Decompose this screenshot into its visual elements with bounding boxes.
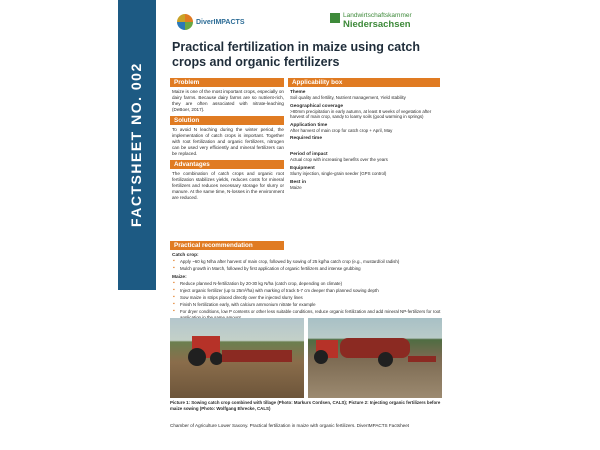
maize-label: Maize: [172, 274, 187, 280]
tractor-tillage-photo [170, 318, 304, 398]
recommendation-heading: Practical recommendation [170, 241, 284, 250]
applicability-heading: Applicability box [288, 78, 440, 87]
applicability-value: Actual crop with increasing benefits over the years [290, 157, 388, 163]
advantages-heading: Advantages [170, 160, 284, 169]
chamber-logo [330, 12, 412, 30]
chamber-logo-line2: Niedersachsen [343, 19, 411, 30]
applicability-key: Equipment [290, 165, 315, 171]
applicability-value: Maize [290, 184, 302, 190]
slurry-injection-photo [308, 318, 442, 398]
diverimpacts-logo-text: DiverIMPACTS [196, 18, 245, 26]
advantages-text: The combination of catch crops and organic root fertilization stabilizes yields, reduces costs for mineral fertilizers and reduces necessary storage for slurry or manure. At the same time, N-losses in the environment are reduced. [172, 171, 284, 200]
photo-strip [170, 318, 442, 398]
applicability-key: Period of impact [290, 152, 328, 158]
injector-bar [408, 356, 436, 362]
applicability-value [290, 141, 440, 149]
applicability-key: Application time [290, 122, 328, 128]
applicability-value: After harvest of main crop for catch crop + April, May [290, 127, 393, 133]
list-item: ▪ Apply ~60 kg N/ha after harvest of main crop, followed by sowing of 25 kg/ha catch crop (e.g., mustard/oil radish) [172, 259, 442, 265]
list-item: ▪ Inject organic fertilizer (up to 25m³/ha) with marking of track 5-7 cm deeper than planned sowing depth [172, 288, 442, 294]
slurry-tank [340, 338, 410, 358]
problem-heading: Problem [170, 78, 284, 87]
photo-caption: Picture 1: Sowing catch crop combined with tillage (Photo: Markurs Cordsen, CALS); Picture 2: Injecting organic fertilizers before maize sowing (Photo: Wolfgang Ehrecke, CALS) [170, 400, 441, 411]
citation: Chamber of Agriculture Lower Saxony. Practical fertilization in maize with organic fertilizers. DiverIMPACTS Factsheet [170, 423, 410, 428]
tank-wheel [378, 352, 393, 367]
tillage-implement [222, 350, 292, 362]
applicability-key: Theme [290, 90, 306, 95]
problem-text: Maize is one of the most important crops, especially on dairy farms. Because dairy farms are so nutrient-rich, they are often associated with nitrate-leaching (DeBoer, 2017). [172, 89, 284, 112]
list-item: ▪ Finish N fertilization early, with calcium ammonium nitrate for example [172, 302, 442, 308]
catch-crop-label: Catch crop: [172, 253, 199, 258]
practical-recommendation [170, 241, 442, 322]
applicability-value: Slurry injection, single-grain seeder (GPS control) [290, 170, 387, 176]
list-item: ▪ Reduce planned N-fertilization by 20-30 kg N/ha (catch crop, depending on climate) [172, 281, 442, 287]
list-item: ▪ For dryer conditions, low P contents or other less suitable conditions, reduce organic fertilization and add mineral NP-fertilizers for root [172, 309, 442, 320]
chamber-logo-line1: Landwirtschaftskammer [343, 12, 412, 19]
solution-heading: Solution [170, 116, 284, 125]
applicability-value: Soil quality and fertility, Nutrient management, Yield stability [290, 95, 406, 100]
applicability-key: Geographical coverage [290, 103, 344, 109]
solution-text: To avoid N leaching during the winter period, the implementation of catch crops is important. Together with root fertilization and organic fertilizers, nitrogen can be used very efficiently and mineral fertilizers can be replaced. [172, 127, 284, 156]
applicability-key: Best in [290, 179, 306, 185]
applicability-key: Required time [290, 136, 322, 142]
page-title: Practical fertilization in maize using catch crops and organic fertilizers [172, 40, 420, 69]
applicability-box [288, 78, 440, 191]
left-column [170, 78, 284, 204]
diverimpacts-logo-icon [177, 14, 193, 30]
diverimpacts-logo [177, 14, 245, 30]
applicability-value: >80mm precipitation in early autumn, at least 8 weeks of vegetation after harvest of main crop, sandy to loamy soils (good warming in springs) [290, 108, 432, 120]
factsheet-number: FACTSHEET NO. 002 [128, 62, 144, 228]
list-item: ▪ Sow maize in strips placed directly over the injected slurry lines [172, 295, 442, 301]
chamber-logo-icon [330, 13, 340, 23]
list-item: ▪ Mulch growth in March, followed by first application of organic fertilizers and intense grubbing [172, 266, 442, 272]
tractor-wheel [188, 348, 206, 366]
tractor-wheel [314, 350, 328, 364]
